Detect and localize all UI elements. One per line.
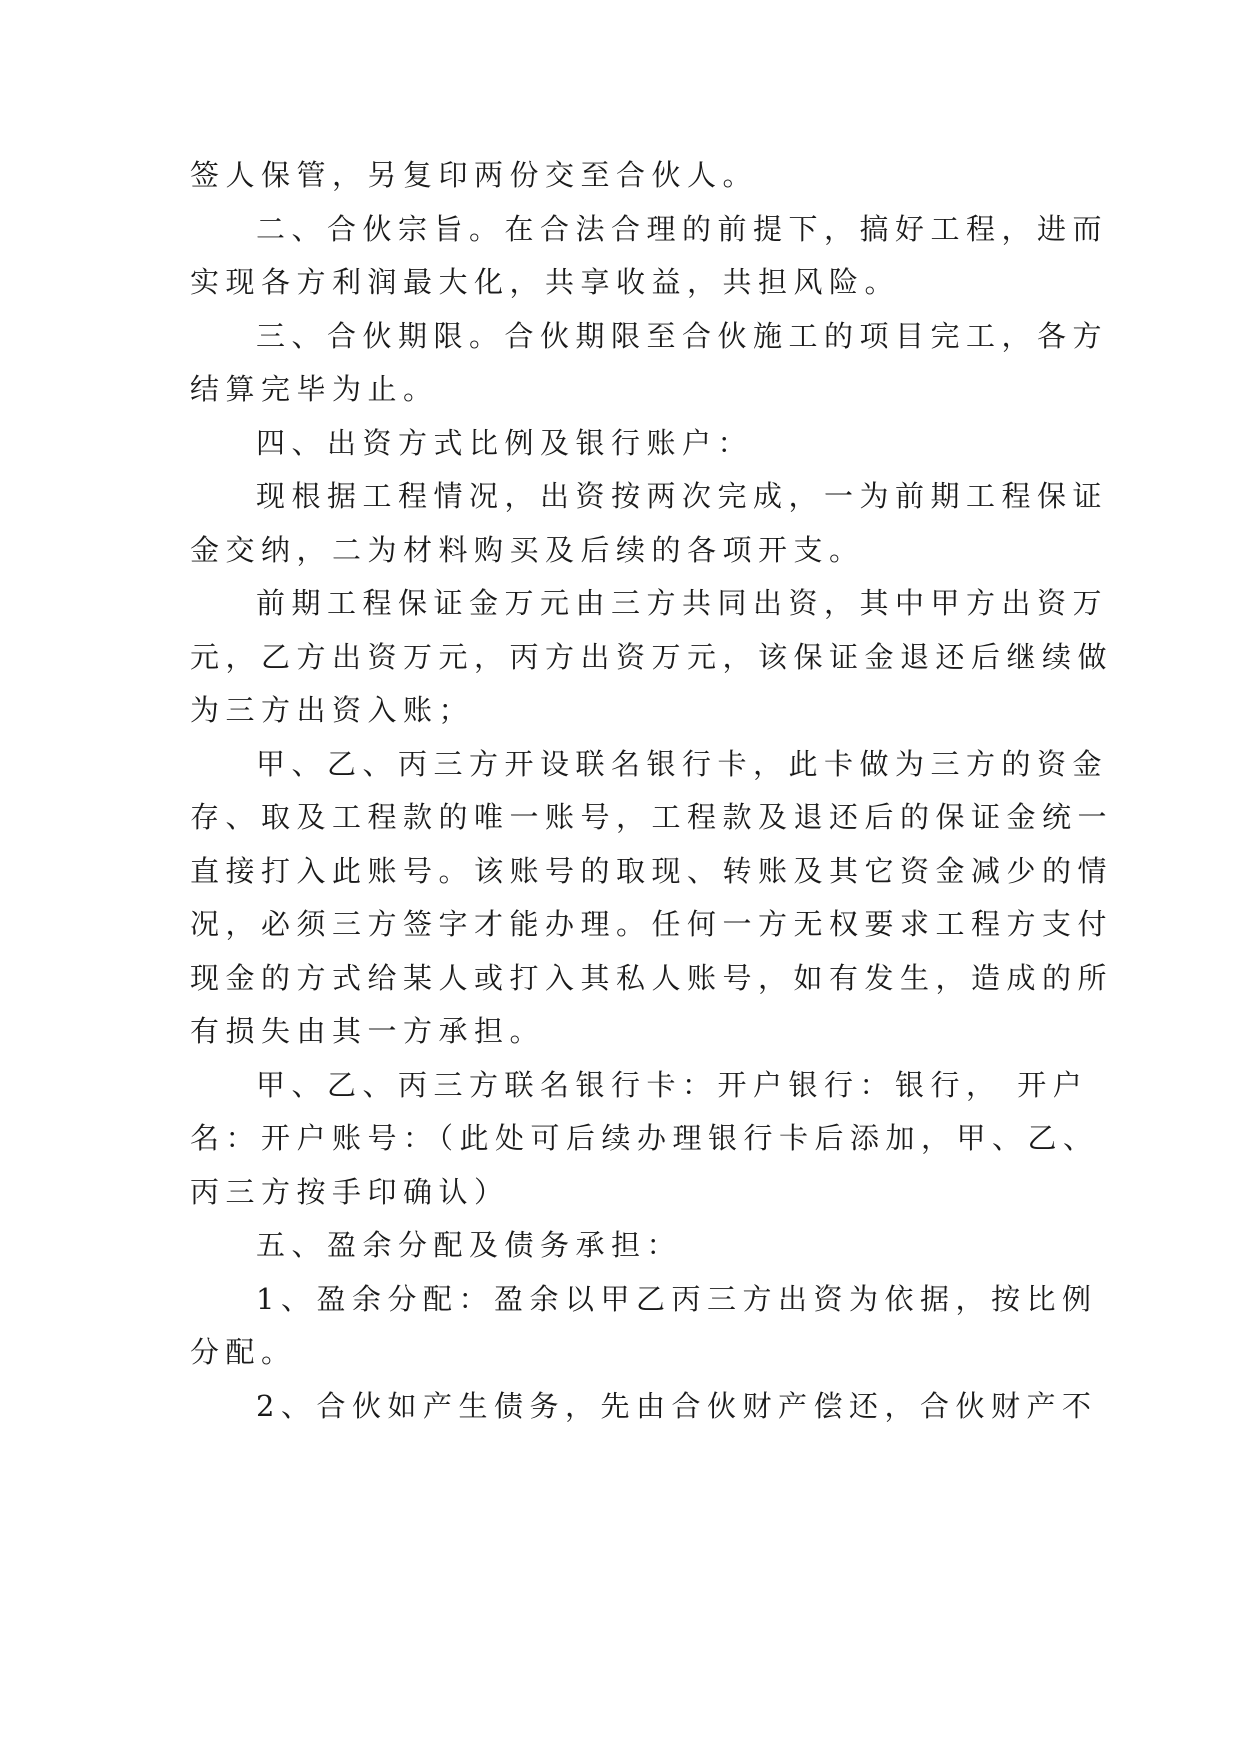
text-line: 丙三方按手印确认）: [190, 1175, 510, 1209]
text-line: 2、合伙如产生债务，先由合伙财产偿还，合伙财产不: [256, 1389, 1098, 1423]
text-line: 有损失由其一方承担。: [190, 1014, 546, 1048]
text-line: 前期工程保证金万元由三方共同出资，其中甲方出资万: [256, 586, 1109, 620]
text-line: 现金的方式给某人或打入其私人账号，如有发生，造成的所: [190, 961, 1114, 995]
text-line: 直接打入此账号。该账号的取现、转账及其它资金减少的情: [190, 854, 1114, 888]
text-line: 金交纳，二为材料购买及后续的各项开支。: [190, 533, 865, 567]
text-line: 签人保管，另复印两份交至合伙人。: [190, 158, 759, 192]
text-line: 况，必须三方签字才能办理。任何一方无权要求工程方支付: [190, 907, 1114, 941]
text-line: 甲、乙、丙三方联名银行卡：开户银行：银行， 开户: [256, 1068, 1089, 1102]
text-line: 甲、乙、丙三方开设联名银行卡，此卡做为三方的资金: [256, 747, 1109, 781]
text-line: 实现各方利润最大化，共享收益，共担风险。: [190, 265, 901, 299]
text-line: 元，乙方出资万元，丙方出资万元，该保证金退还后继续做: [190, 640, 1114, 674]
section-heading-purpose: 二、合伙宗旨。在合法合理的前提下，搞好工程，进而: [256, 212, 1109, 246]
text-line: 分配。: [190, 1335, 297, 1369]
section-heading-contribution: 四、出资方式比例及银行账户：: [256, 426, 754, 460]
text-line: 名：开户账号：（此处可后续办理银行卡后添加，甲、乙、: [190, 1121, 1099, 1155]
text-line: 1、盈余分配：盈余以甲乙丙三方出资为依据，按比例: [256, 1282, 1098, 1316]
section-heading-profit: 五、盈余分配及债务承担：: [256, 1228, 683, 1262]
section-heading-term: 三、合伙期限。合伙期限至合伙施工的项目完工，各方: [256, 319, 1109, 353]
text-line: 为三方出资入账；: [190, 693, 475, 727]
text-line: 结算完毕为止。: [190, 372, 439, 406]
text-line: 现根据工程情况，出资按两次完成，一为前期工程保证: [256, 479, 1109, 513]
text-line: 存、取及工程款的唯一账号，工程款及退还后的保证金统一: [190, 800, 1114, 834]
